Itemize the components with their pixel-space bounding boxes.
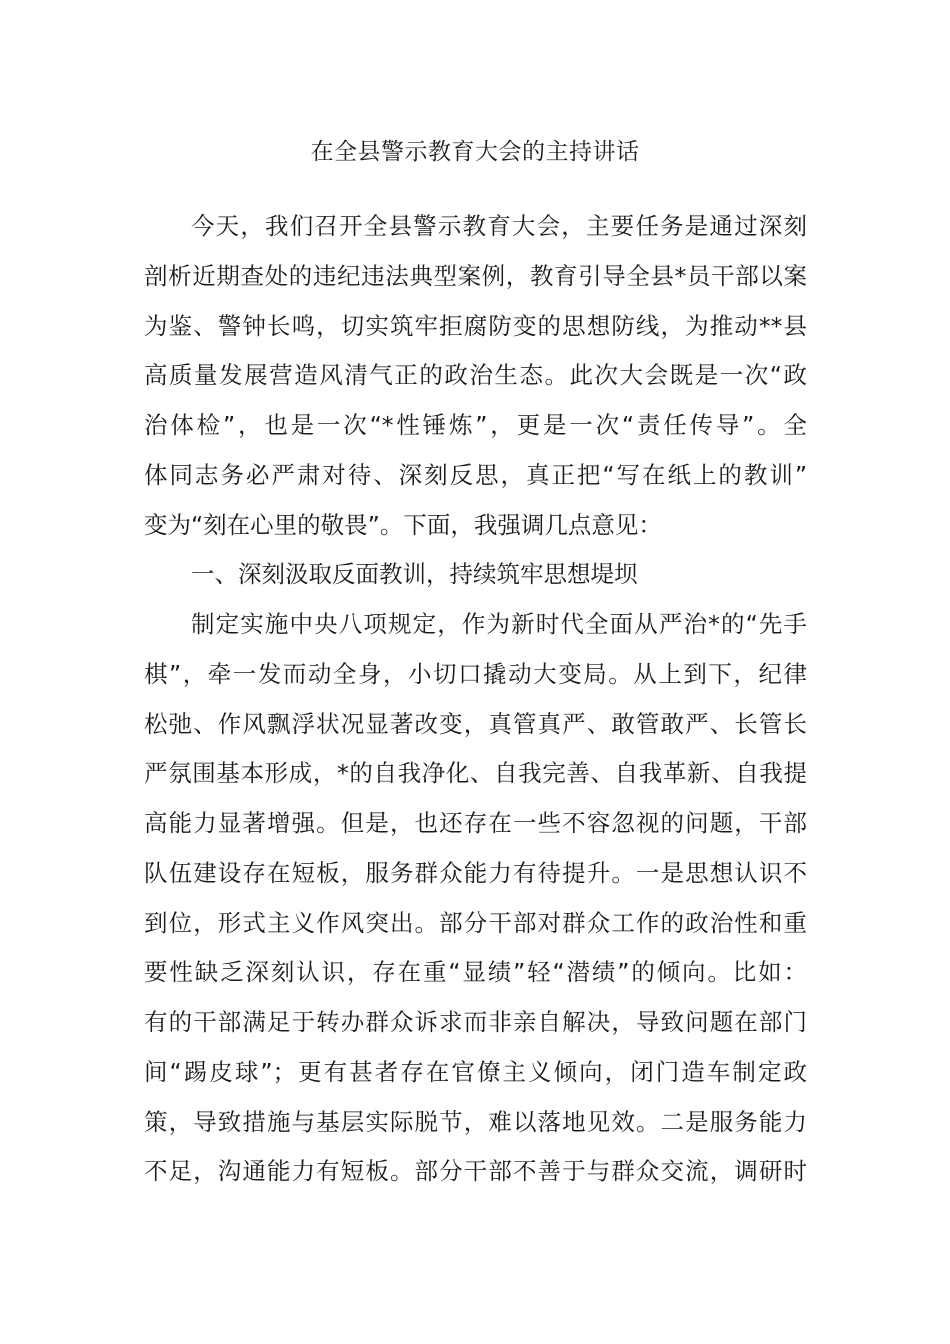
paragraph-line: 严氛围基本形成，*的自我净化、自我完善、自我革新、自我提 <box>144 759 807 788</box>
paragraph-line: 剖析近期查处的违纪违法典型案例，教育引导全县*员干部以案 <box>144 261 807 290</box>
paragraph-line: 制定实施中央八项规定，作为新时代全面从严治*的“先手 <box>191 610 807 638</box>
paragraph-line: 策，导致措施与基层实际脱节，难以落地见效。二是服务能力 <box>144 1107 807 1136</box>
document-body <box>144 206 807 1201</box>
paragraph-line: 队伍建设存在短板，服务群众能力有待提升。一是思想认识不 <box>144 858 807 887</box>
paragraph-line: 高能力显著增强。但是，也还存在一些不容忽视的问题，干部 <box>144 809 807 837</box>
paragraph-line: 棋”，牵一发而动全身，小切口撬动大变局。从上到下，纪律 <box>144 659 807 688</box>
paragraph-line: 变为“刻在心里的敬畏”。下面，我强调几点意见： <box>144 510 662 539</box>
section-heading: 一、深刻汲取反面教训，持续筑牢思想堤坝 <box>191 560 638 589</box>
paragraph-line: 要性缺乏深刻认识，存在重“显绩”轻“潜绩”的倾向。比如： <box>144 958 807 987</box>
paragraph-line: 不足，沟通能力有短板。部分干部不善于与群众交流，调研时 <box>144 1157 807 1186</box>
paragraph-line: 间“踢皮球”；更有甚者存在官僚主义倾向，闭门造车制定政 <box>144 1057 807 1086</box>
paragraph-line: 体同志务必严肃对待、深刻反思，真正把“写在纸上的教训” <box>144 460 807 489</box>
paragraph-line: 治体检”，也是一次“*性锤炼”，更是一次“责任传导”。全 <box>144 411 807 439</box>
paragraph-line: 今天，我们召开全县警示教育大会，主要任务是通过深刻 <box>191 212 807 240</box>
paragraph-line: 有的干部满足于转办群众诉求而非亲自解决，导致问题在部门 <box>144 1008 807 1036</box>
paragraph-line: 松弛、作风飘浮状况显著改变，真管真严、敢管敢严、长管长 <box>144 709 807 738</box>
paragraph-line: 为鉴、警钟长鸣，切实筑牢拒腐防变的思想防线，为推动**县 <box>144 311 807 340</box>
paragraph-line: 到位，形式主义作风突出。部分干部对群众工作的政治性和重 <box>144 908 807 937</box>
document-title: 在全县警示教育大会的主持讲话 <box>310 139 640 165</box>
paragraph-line: 高质量发展营造风清气正的政治生态。此次大会既是一次“政 <box>144 361 807 390</box>
